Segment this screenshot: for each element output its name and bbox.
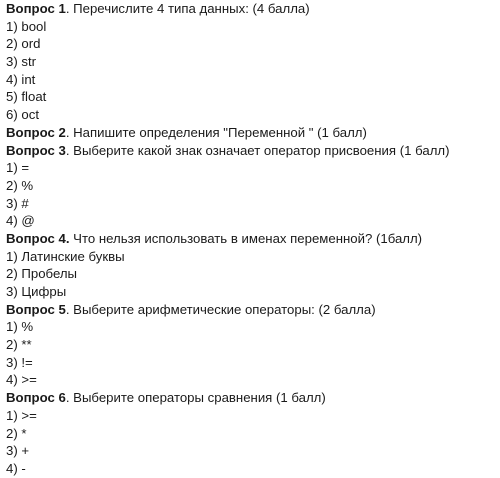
answer-option: 3) # — [6, 195, 29, 211]
question-2-heading — [6, 124, 500, 142]
question-label: Вопрос 1 — [6, 1, 66, 16]
question-text: . Выберите операторы сравнения (1 балл) — [65, 390, 326, 406]
answer-option: 3) != — [6, 354, 33, 370]
question-label: Вопрос 5 — [6, 301, 66, 317]
answer-option: 1) % — [6, 319, 34, 335]
answer-option: 1) Латинские буквы — [6, 248, 125, 264]
question-label: Вопрос 3 — [6, 142, 66, 158]
question-text: . Выберите арифметические операторы: (2 балла) — [65, 301, 376, 317]
answer-option: 2) % — [6, 177, 34, 193]
question-label: Вопрос 4. — [6, 230, 70, 246]
answer-option: 4) - — [6, 460, 26, 476]
answer-option: 4) @ — [6, 213, 35, 229]
question-text: Что нельзя использовать в именах переменной? (1балл) — [69, 230, 423, 246]
question-label: Вопрос 6 — [6, 390, 66, 406]
question-1-heading — [6, 0, 500, 18]
answer-option: 2) Пробелы — [6, 266, 78, 282]
answer-option: 4) int — [6, 71, 36, 87]
answer-option: 3) str — [6, 54, 37, 70]
question-3-heading — [6, 142, 500, 160]
answer-option: 3) + — [6, 443, 30, 459]
question-label: Вопрос 2 — [6, 124, 66, 140]
answer-option: 3) Цифры — [6, 284, 67, 299]
answer-option: 2) ** — [6, 337, 32, 353]
question-text: . Напишите определения "Переменной " (1 балл) — [65, 124, 367, 140]
answer-option: 1) = — [6, 160, 30, 176]
answer-option: 6) oct — [6, 107, 39, 123]
question-6-heading — [6, 389, 500, 407]
question-text: . Выберите какой знак означает оператор присвоения (1 балл) — [65, 142, 450, 158]
answer-option: 4) >= — [6, 372, 37, 388]
answer-option: 1) >= — [6, 407, 37, 423]
question-5-heading — [6, 301, 500, 319]
answer-option: 1) bool — [6, 18, 47, 34]
answer-option: 2) * — [6, 425, 27, 441]
question-4-heading — [6, 230, 500, 248]
answer-option: 2) ord — [6, 36, 41, 52]
answer-option: 5) float — [6, 89, 47, 105]
question-text: . Перечислите 4 типа данных: (4 балла) — [65, 1, 310, 16]
